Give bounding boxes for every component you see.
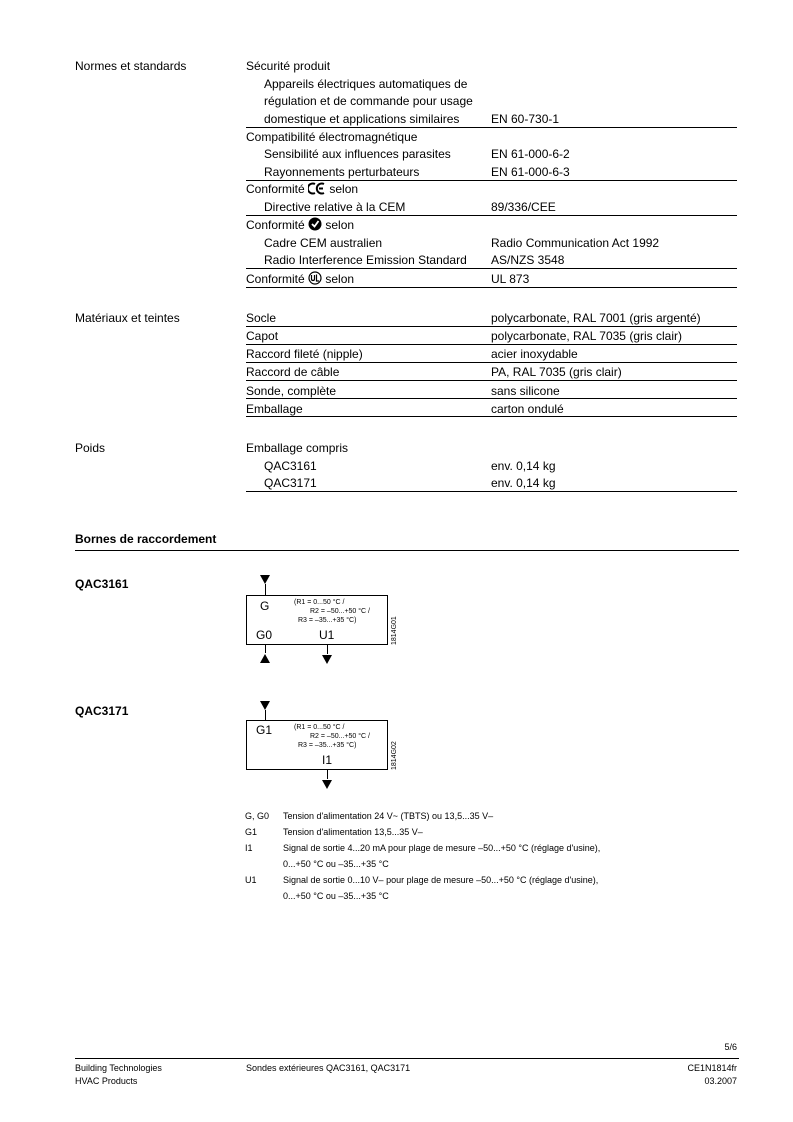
range-r2: R2 = –50...+50 °C / [310, 608, 371, 615]
terminal-g1: G1 [256, 723, 273, 737]
poids-key-1: QAC3161 [264, 459, 317, 473]
diagram-code: 1814G02 [391, 741, 398, 770]
divider [246, 362, 737, 363]
connector-line [265, 645, 266, 653]
ctick-line-2: Radio Interference Emission Standard [264, 253, 467, 267]
arrow-up-icon [260, 654, 270, 663]
divider [246, 344, 737, 345]
arrow-down-icon [260, 701, 270, 710]
mat-key-0: Socle [246, 311, 277, 325]
divider [246, 398, 737, 399]
divider [246, 287, 737, 288]
footer-date: 03.2007 [704, 1076, 737, 1086]
legend-value-u1-b: 0...+50 °C ou –35...+35 °C [283, 891, 389, 901]
ul-post: selon [325, 272, 355, 286]
ce-post: selon [329, 182, 359, 196]
legend-key-g-g0: G, G0 [245, 811, 270, 821]
terminal-g: G [260, 599, 270, 613]
legend-value-g-g0: Tension d'alimentation 24 V~ (TBTS) ou 13,5...35 V– [283, 811, 494, 821]
divider [246, 180, 737, 181]
ce-line-1: Directive relative à la CEM [264, 200, 406, 214]
mat-key-4: Sonde, complète [246, 384, 337, 398]
connector-line [265, 710, 266, 720]
section-title-bornes: Bornes de raccordement [75, 532, 217, 546]
arrow-down-icon [322, 655, 332, 664]
terminal-i1: I1 [322, 753, 333, 767]
range-r3: R3 = –35...+35 °C) [298, 617, 357, 624]
cem-heading: Compatibilité électromagnétique [246, 130, 418, 144]
footer-division: HVAC Products [75, 1076, 138, 1086]
legend-key-u1: U1 [245, 875, 257, 885]
poids-heading: Emballage compris [246, 441, 349, 455]
arrow-down-icon [322, 780, 332, 789]
cem-line-1: Sensibilité aux influences parasites [264, 147, 451, 161]
diagram-label-qac3161: QAC3161 [75, 577, 129, 591]
section-divider [75, 550, 739, 551]
poids-key-2: QAC3171 [264, 476, 317, 490]
c-tick-mark-icon [308, 217, 322, 231]
terminal-u1: U1 [319, 628, 335, 642]
mat-key-3: Raccord de câble [246, 365, 340, 379]
divider [246, 416, 737, 417]
section-label-normes: Normes et standards [75, 59, 187, 73]
connector-line [327, 770, 328, 779]
poids-val-2: env. 0,14 kg [491, 476, 556, 490]
ul-conformity [246, 271, 354, 287]
poids-val-1: env. 0,14 kg [491, 459, 556, 473]
section-label-poids: Poids [75, 441, 106, 455]
ce-mark-icon [308, 182, 326, 195]
cem-line-2: Rayonnements perturbateurs [264, 165, 420, 179]
mat-val-5: carton ondulé [491, 402, 564, 416]
mat-val-2: acier inoxydable [491, 347, 578, 361]
divider [246, 491, 737, 492]
range-r3: R3 = –35...+35 °C) [298, 742, 357, 749]
footer-company: Building Technologies [75, 1063, 162, 1073]
diagram-label-qac3171: QAC3171 [75, 704, 129, 718]
ce-conformity [246, 182, 358, 197]
ul-mark-icon [308, 271, 322, 285]
footer-doc-code: CE1N1814fr [687, 1063, 737, 1073]
connector-line [327, 645, 328, 654]
securite-line-1: Appareils électriques automatiques de [264, 77, 468, 91]
ctick-line-1: Cadre CEM australien [264, 236, 383, 250]
cem-value-1: EN 61-000-6-2 [491, 147, 570, 161]
ctick-pre: Conformité [246, 218, 305, 232]
ce-pre: Conformité [246, 182, 305, 196]
securite-line-2: régulation et de commande pour usage [264, 94, 473, 108]
legend-key-i1: I1 [245, 843, 253, 853]
divider [246, 215, 737, 216]
legend-value-u1-a: Signal de sortie 0...10 V– pour plage de mesure –50...+50 °C (réglage d'usine), [283, 875, 599, 885]
mat-val-4: sans silicone [491, 384, 560, 398]
ul-pre: Conformité [246, 272, 305, 286]
footer-title: Sondes extérieures QAC3161, QAC3171 [246, 1063, 411, 1073]
range-r1: (R1 = 0...50 °C / [294, 599, 345, 606]
mat-key-1: Capot [246, 329, 279, 343]
mat-val-3: PA, RAL 7035 (gris clair) [491, 365, 622, 379]
securite-value: EN 60-730-1 [491, 112, 560, 126]
ul-value: UL 873 [491, 272, 530, 286]
cem-value-2: EN 61-000-6-3 [491, 165, 570, 179]
range-r2: R2 = –50...+50 °C / [310, 733, 371, 740]
footer-divider [75, 1058, 739, 1059]
legend-value-i1-a: Signal de sortie 4...20 mA pour plage de mesure –50...+50 °C (réglage d'usine), [283, 843, 601, 853]
mat-val-0: polycarbonate, RAL 7001 (gris argenté) [491, 311, 701, 325]
securite-line-3: domestique et applications similaires [264, 112, 460, 126]
divider [246, 380, 737, 381]
terminal-g0: G0 [256, 628, 273, 642]
diagram-code: 1814G01 [391, 616, 398, 645]
connector-line [265, 584, 266, 595]
page-number: 5/6 [724, 1042, 737, 1052]
legend-value-g1: Tension d'alimentation 13,5...35 V– [283, 827, 423, 837]
divider [246, 326, 737, 327]
divider [246, 127, 737, 128]
securite-heading: Sécurité produit [246, 59, 331, 73]
ce-value-1: 89/336/CEE [491, 200, 556, 214]
mat-val-1: polycarbonate, RAL 7035 (gris clair) [491, 329, 682, 343]
mat-key-5: Emballage [246, 402, 303, 416]
legend-key-g1: G1 [245, 827, 258, 837]
ctick-value-1: Radio Communication Act 1992 [491, 236, 660, 250]
ctick-value-2: AS/NZS 3548 [491, 253, 565, 267]
section-label-materiaux: Matériaux et teintes [75, 311, 180, 325]
legend-value-i1-b: 0...+50 °C ou –35...+35 °C [283, 859, 389, 869]
arrow-down-icon [260, 575, 270, 584]
ctick-conformity [246, 217, 354, 233]
divider [246, 268, 737, 269]
ctick-post: selon [325, 218, 355, 232]
range-r1: (R1 = 0...50 °C / [294, 724, 345, 731]
mat-key-2: Raccord fileté (nipple) [246, 347, 363, 361]
